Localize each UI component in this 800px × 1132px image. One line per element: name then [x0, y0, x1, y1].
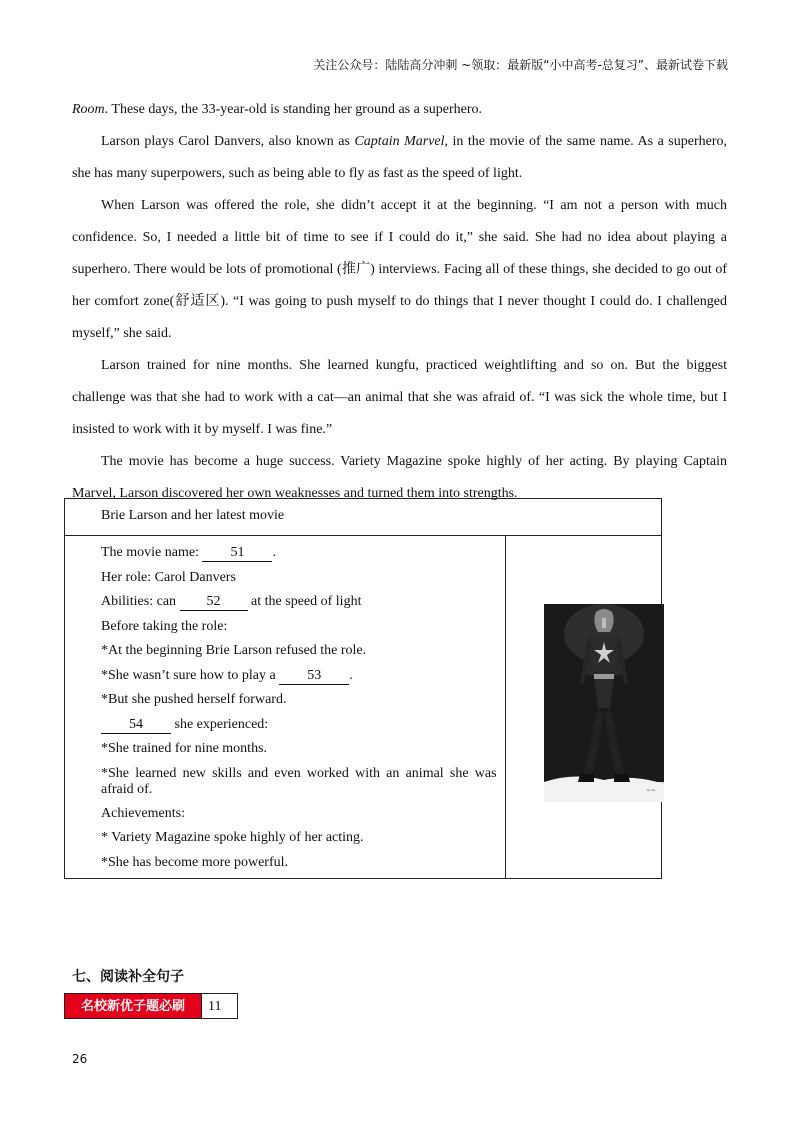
paragraph-3: Larson trained for nine months. She learned kungfu, practiced weightlifting and so on. But the biggest challenge was that she had to work with a cat—an animal that she was afraid of. “I was sick the whole time, but I insisted to work with it by myself. I was fine.” [72, 358, 727, 437]
line-powerful: *She has become more powerful. [101, 854, 288, 870]
table-info-cell [65, 536, 506, 879]
label: *She wasn’t sure how to play a [101, 667, 280, 683]
line-new-skills [65, 762, 497, 802]
paragraph-2: When Larson was offered the role, she didn’t accept it at the beginning. “I am not a person with much confidence. So, I needed a little bit of time to see if I could do it,” she said. She had no idea about playing a superhero. There would be lots of promotional (推广) interviews. Facing all of these things, she decided to go out of her comfort zone(舒适区). “I was going to push myself to do things that I never thought I could do. I challenged myself,” she said. [72, 198, 727, 341]
paragraph-4: The movie has become a huge success. Variety Magazine spoke highly of her acting. By playing Captain Marvel, Larson discovered her own weaknesses and turned them into strengths. [72, 454, 727, 501]
section-title: 七、阅读补全句子 [72, 969, 184, 985]
label: The movie name: [101, 545, 203, 560]
article-body [72, 94, 727, 510]
punct: . [349, 667, 353, 683]
blank-51[interactable]: 51 [202, 545, 272, 562]
line-before-role: Before taking the role: [101, 618, 228, 634]
line-pushed: *But she pushed herself forward. [101, 692, 287, 707]
captain-marvel-poster-image [544, 604, 664, 802]
page-number: 26 [72, 1052, 88, 1066]
label: Abilities: can [101, 594, 180, 609]
line-trained: *She trained for nine months. [101, 741, 268, 756]
line-achievements: Achievements: [101, 805, 185, 821]
line-role: Her role: Carol Danvers [101, 569, 236, 585]
paragraph-0 [72, 94, 727, 126]
blank-53[interactable]: 53 [279, 668, 349, 685]
line-abilities [101, 590, 497, 615]
line-variety: * Variety Magazine spoke highly of her acting. [101, 830, 364, 845]
line-movie-name [101, 541, 497, 566]
summary-table [64, 498, 662, 879]
line-refused: *At the beginning Brie Larson refused the role. [101, 643, 367, 658]
superhero-figure-icon [544, 604, 664, 802]
table-title: Brie Larson and her latest movie [101, 508, 285, 523]
line-not-sure [101, 664, 497, 689]
exercise-tag [64, 993, 238, 1019]
italic-room: Room [72, 102, 105, 117]
blank-54[interactable]: 54 [101, 717, 171, 734]
text: *She learned new skills and even worked with an animal she was afraid of. [101, 765, 497, 797]
svg-text:~~: ~~ [645, 787, 656, 794]
p1-text-b: , in the movie of the same name. As a superhero, she has many superpowers, such as being able to fly as fast as the speed of light. [72, 134, 727, 181]
page-header: 关注公众号：陆陆高分冲刺 ~领取：最新版“小中高考-总复习”、最新试卷下载 [313, 58, 728, 72]
table-title-cell [65, 499, 662, 536]
suffix: at the speed of light [247, 594, 362, 609]
table-image-cell [505, 536, 661, 879]
tag-number: 11 [202, 993, 238, 1019]
punct: . [272, 545, 276, 560]
blank-52[interactable]: 52 [180, 594, 248, 611]
line-experienced [101, 713, 497, 738]
p0-text: . These days, the 33-year-old is standing her ground as a superhero. [104, 102, 483, 117]
tag-label: 名校新优子题必刷 [64, 993, 202, 1019]
paragraph-1 [72, 126, 727, 190]
suffix: she experienced: [171, 716, 269, 732]
p1-text-a: Larson plays Carol Danvers, also known as [101, 134, 355, 149]
italic-captain-marvel: Captain Marvel [354, 134, 445, 149]
